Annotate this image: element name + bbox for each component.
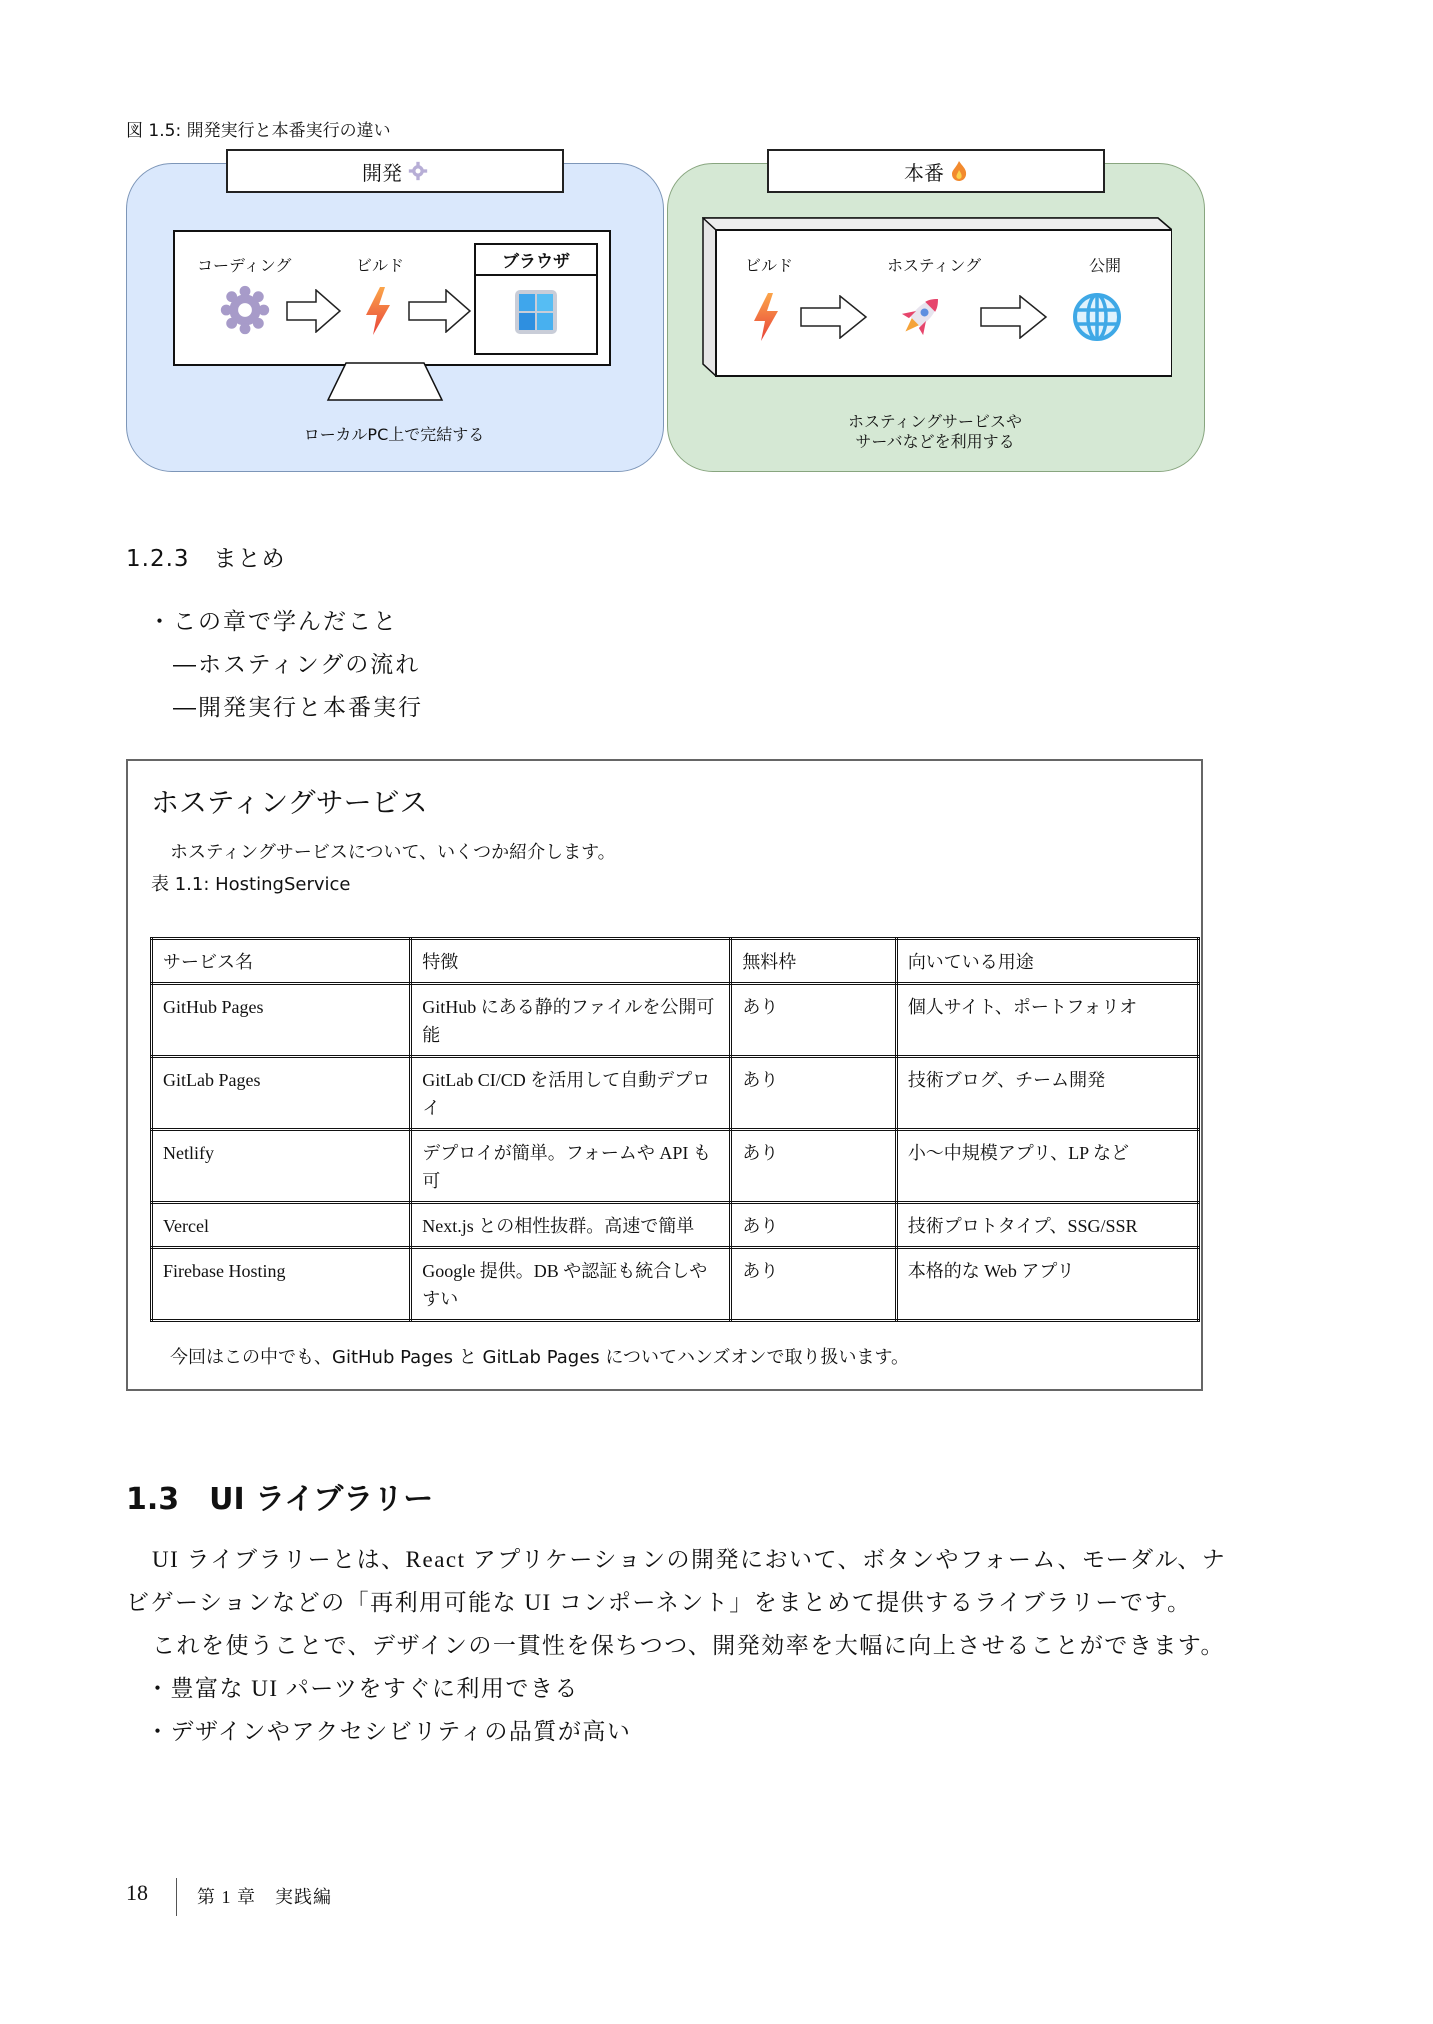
table-cell: あり [731, 984, 897, 1057]
arrow-right-icon [408, 289, 472, 333]
box-title: ホスティングサービス [151, 786, 428, 819]
table-row [152, 1130, 1199, 1203]
box-outro: 今回はこの中でも、GitHub Pages と GitLab Pages についてハンズオンで取り扱います。 [170, 1347, 910, 1368]
table-cell: GitHub にある静的ファイルを公開可能 [411, 984, 731, 1057]
section-heading-summary: 1.2.3 まとめ [126, 546, 286, 572]
table-row [152, 1057, 1199, 1130]
table-cell: あり [731, 1203, 897, 1248]
table-cell: デプロイが簡単。フォームや API も可 [411, 1130, 731, 1203]
bullet-item: ・豊富な UI パーツをすぐに利用できる [146, 1676, 579, 1701]
rocket-icon [895, 290, 947, 342]
box-intro: ホスティングサービスについて、いくつか紹介します。 [170, 842, 616, 863]
bullet-item: ・デザインやアクセシビリティの品質が高い [146, 1719, 632, 1744]
summary-item: ・この章で学んだこと [148, 609, 398, 635]
lightning-icon [363, 286, 393, 336]
paragraph-line: これを使うことで、デザインの一貫性を保ちつつ、開発効率を大幅に向上させることができます。 [152, 1633, 1225, 1658]
browser-label: ブラウザ [476, 245, 596, 276]
table-cell: Google 提供。DB や認証も統合しやすい [411, 1248, 731, 1321]
dev-step-label-coding: コーディング [197, 256, 292, 275]
footer-divider [176, 1878, 177, 1916]
table-caption: 表 1.1: HostingService [151, 874, 351, 895]
prod-label: 本番 [904, 160, 944, 185]
page-number: 18 [126, 1880, 148, 1905]
table-cell: 本格的な Web アプリ [896, 1248, 1198, 1321]
table-header-cell: 特徴 [411, 939, 731, 984]
dev-step-label-build: ビルド [356, 256, 405, 275]
arrow-right-icon [800, 295, 868, 339]
prod-step-label-publish: 公開 [1089, 256, 1122, 275]
table-cell: GitHub Pages [152, 984, 411, 1057]
table-header-cell: サービス名 [152, 939, 411, 984]
table-cell: あり [731, 1248, 897, 1321]
dev-caption: ローカルPC上で完結する [303, 425, 485, 444]
hosting-table [150, 937, 1200, 1322]
arrow-right-icon [286, 289, 342, 333]
table-cell: 技術プロトタイプ、SSG/SSR [896, 1203, 1198, 1248]
paragraph-line: ビゲーションなどの「再利用可能な UI コンポーネント」をまとめて提供するライブラリーです。 [126, 1590, 1192, 1615]
table-cell: Vercel [152, 1203, 411, 1248]
arrow-right-icon [980, 295, 1048, 339]
dev-label-box [226, 149, 564, 193]
table-row [152, 1248, 1199, 1321]
section-heading-ui-library: 1.3 UI ライブラリー [126, 1482, 434, 1517]
prod-caption [667, 412, 1203, 452]
fire-icon [950, 160, 968, 182]
summary-item: ―ホスティングの流れ [173, 652, 421, 678]
table-cell: 小〜中規模アプリ、LP など [896, 1130, 1198, 1203]
prod-step-label-build: ビルド [745, 256, 794, 275]
lightning-icon [751, 292, 781, 342]
table-header-row [152, 939, 1199, 984]
gear-icon [220, 285, 270, 335]
paragraph-line: UI ライブラリーとは、React アプリケーションの開発において、ボタンやフォーム、モーダル、ナ [152, 1547, 1227, 1572]
table-cell: 個人サイト、ポートフォリオ [896, 984, 1198, 1057]
dev-label: 開発 [362, 160, 402, 185]
monitor-stand [326, 362, 444, 402]
summary-item: ―開発実行と本番実行 [173, 695, 423, 721]
browser-box [474, 243, 598, 355]
table-cell: GitLab Pages [152, 1057, 411, 1130]
prod-caption-line: サーバなどを利用する [855, 432, 1015, 451]
table-header-cell: 無料枠 [731, 939, 897, 984]
globe-icon [1072, 292, 1122, 342]
chapter-title: 第 1 章 実践編 [197, 1887, 332, 1907]
table-cell: あり [731, 1130, 897, 1203]
table-header-cell: 向いている用途 [896, 939, 1198, 984]
figure-caption: 図 1.5: 開発実行と本番実行の違い [126, 121, 391, 141]
table-cell: Next.js との相性抜群。高速で簡単 [411, 1203, 731, 1248]
prod-caption-line: ホスティングサービスや [847, 412, 1023, 431]
gear-icon [408, 161, 428, 181]
prod-step-label-hosting: ホスティング [887, 256, 982, 275]
window-icon [514, 289, 558, 335]
table-row [152, 1203, 1199, 1248]
table-cell: GitLab CI/CD を活用して自動デプロイ [411, 1057, 731, 1130]
table-cell: あり [731, 1057, 897, 1130]
table-cell: Netlify [152, 1130, 411, 1203]
table-cell: 技術ブログ、チーム開発 [896, 1057, 1198, 1130]
table-row [152, 984, 1199, 1057]
prod-label-box [767, 149, 1105, 193]
table-cell: Firebase Hosting [152, 1248, 411, 1321]
